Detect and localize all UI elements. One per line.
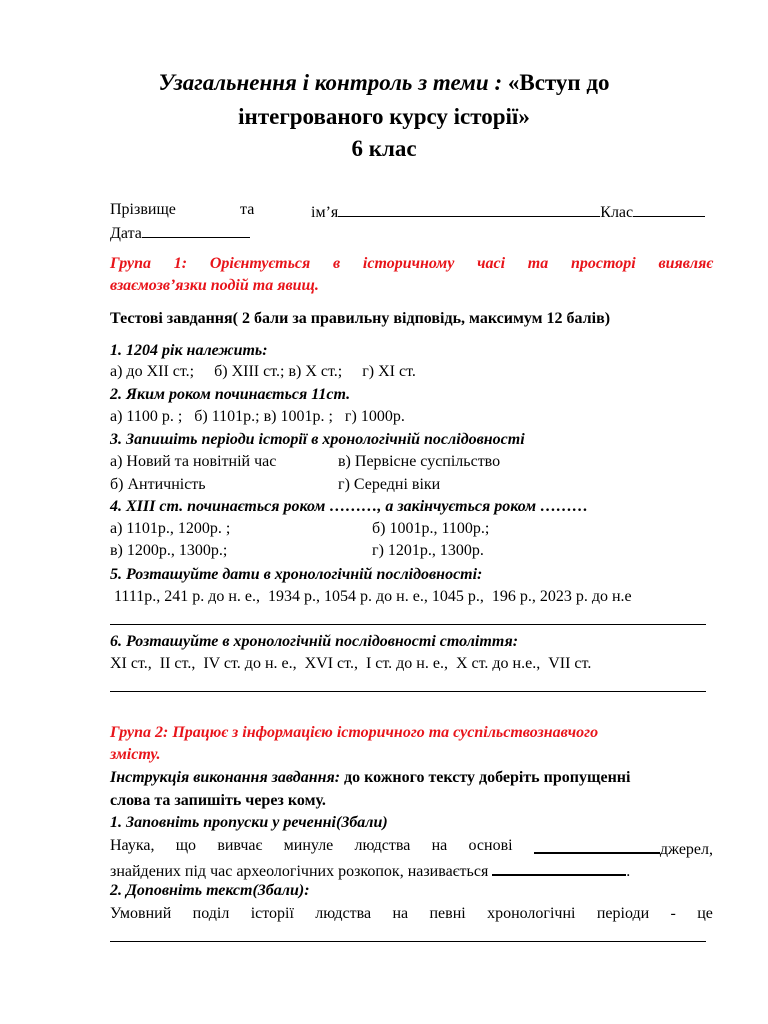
task1-blank-1[interactable]	[534, 836, 660, 854]
task2-word: поділ	[192, 905, 230, 922]
q1-question: 1. 1204 рік належить:	[110, 342, 268, 359]
task1-line1	[110, 836, 713, 860]
task2-word: людства	[315, 905, 372, 922]
q2-answers: а) 1100 р. ; б) 1101р.; в) 1001р. ; г) 1000р.	[110, 408, 405, 425]
q3-option-g: г) Середні віки	[338, 476, 441, 493]
task2-question: 2. Доповніть текст(3бали):	[110, 882, 310, 899]
task1-word: людства	[354, 837, 411, 854]
q2-question: 2. Яким роком починається 11ст.	[110, 386, 351, 403]
group1-heading-line1	[110, 254, 713, 274]
task1-blank-group	[534, 836, 713, 860]
task1-word: основі	[468, 837, 513, 854]
task1-word: на	[431, 837, 448, 854]
task2-word: певні	[429, 905, 466, 922]
q5-dates: 1111р., 241 р. до н. е., 1934 р., 1054 р. до н. е., 1045 р., 196 р., 2023 р. до н.е	[110, 588, 632, 605]
q6-centuries: XI ст., II ст., IV ст. до н. е., XVI ст., I ст. до н. е., X ст. до н.е., VII ст.	[110, 655, 592, 672]
surname-word: Прізвище	[110, 201, 176, 218]
task2-word: -	[670, 905, 676, 922]
task2-answer-line[interactable]	[110, 941, 706, 942]
task2-word: історії	[250, 905, 294, 922]
q4-question: 4. XIII ст. починається роком ………, а закінчується роком ………	[110, 498, 589, 515]
task1-line2-text: знайдених під час археологічних розкопок, називається	[110, 863, 489, 880]
instruction-label: Інструкція виконання завдання:	[110, 769, 341, 786]
group1-word: просторі	[571, 255, 636, 272]
q4-option-v: в) 1200р., 1300р.;	[110, 542, 228, 559]
q4-option-b: б) 1001р., 1100р.;	[372, 520, 490, 537]
q5-question: 5. Розташуйте дати в хронологічній послідовності:	[110, 566, 483, 583]
task1-word: минуле	[283, 837, 334, 854]
task1-word: Наука,	[110, 837, 155, 854]
task2-word: це	[697, 905, 713, 922]
task1-blank-2[interactable]	[492, 858, 626, 876]
class-label: Клас	[600, 204, 634, 221]
class-input-line[interactable]	[633, 200, 705, 217]
tests-heading: Тестові завдання( 2 бали за правильну відповідь, максимум 12 балів)	[110, 310, 611, 327]
task1-word: вивчає	[217, 837, 263, 854]
task1-word: джерел,	[659, 841, 713, 858]
q1-answers: а) до XII ст.; б) XIII ст.; в) Х ст.; г) XI ст.	[110, 363, 416, 380]
group1-word: виявляє	[658, 255, 713, 272]
title-topic-name: «Вступ до	[502, 70, 610, 95]
task2-word: на	[392, 905, 409, 922]
task2-word: хронологічні	[487, 905, 576, 922]
task2-word: Умовний	[110, 905, 172, 922]
and-word: та	[240, 201, 255, 218]
date-field-row	[110, 221, 250, 244]
task1-line2: знайдених під час археологічних розкопок, називається .	[110, 858, 630, 882]
name-input-line[interactable]	[338, 200, 600, 217]
q4-option-a: а) 1101р., 1200р. ;	[110, 520, 231, 537]
task2-word: періоди	[596, 905, 650, 922]
group1-word: 1:	[173, 255, 188, 272]
instruction-text: до кожного тексту доберіть пропущенні	[340, 769, 631, 786]
group1-word: історичному	[362, 255, 455, 272]
name-field-row	[311, 200, 705, 223]
q3-option-b: б) Античність	[110, 476, 206, 493]
date-label: Дата	[110, 225, 142, 242]
q5-answer-line[interactable]	[110, 624, 706, 625]
instruction-line2: слова та запишіть через кому.	[110, 792, 326, 809]
title-line-2: інтегрованого курсу історії»	[238, 104, 530, 129]
group1-word: часі	[477, 255, 506, 272]
group2-heading-line2: змісту.	[110, 746, 161, 763]
group2-heading-line1: Група 2: Працює з інформацією історичного та суспільствознавчого	[110, 724, 599, 741]
instruction-line1	[110, 768, 630, 788]
group1-word: Група	[110, 255, 152, 272]
q3-question: 3. Запишіть періоди історії в хронологічній послідовності	[110, 431, 525, 448]
q3-option-a: а) Новий та новітній час	[110, 453, 277, 470]
group1-word: Орієнтується	[209, 255, 311, 272]
q4-option-g: г) 1201р., 1300р.	[372, 542, 484, 559]
group1-word: та	[527, 255, 549, 272]
title-topic-label: Узагальнення і контроль з теми :	[158, 70, 503, 95]
group1-heading-line2: взаємозв’язки подій та явищ.	[110, 277, 319, 294]
title-grade: 6 клас	[351, 136, 417, 161]
task1-word: що	[175, 837, 197, 854]
q6-question: 6. Розташуйте в хронологічній послідовності століття:	[110, 633, 519, 650]
task2-line1	[110, 904, 713, 924]
name-label: ім’я	[311, 204, 339, 221]
group1-word: в	[333, 255, 341, 272]
q6-answer-line[interactable]	[110, 691, 706, 692]
title-line-1	[0, 70, 768, 96]
q3-option-v: в) Первісне суспільство	[338, 453, 501, 470]
task1-question: 1. Заповніть пропуски у реченні(3бали)	[110, 814, 388, 831]
date-input-line[interactable]	[142, 221, 250, 238]
